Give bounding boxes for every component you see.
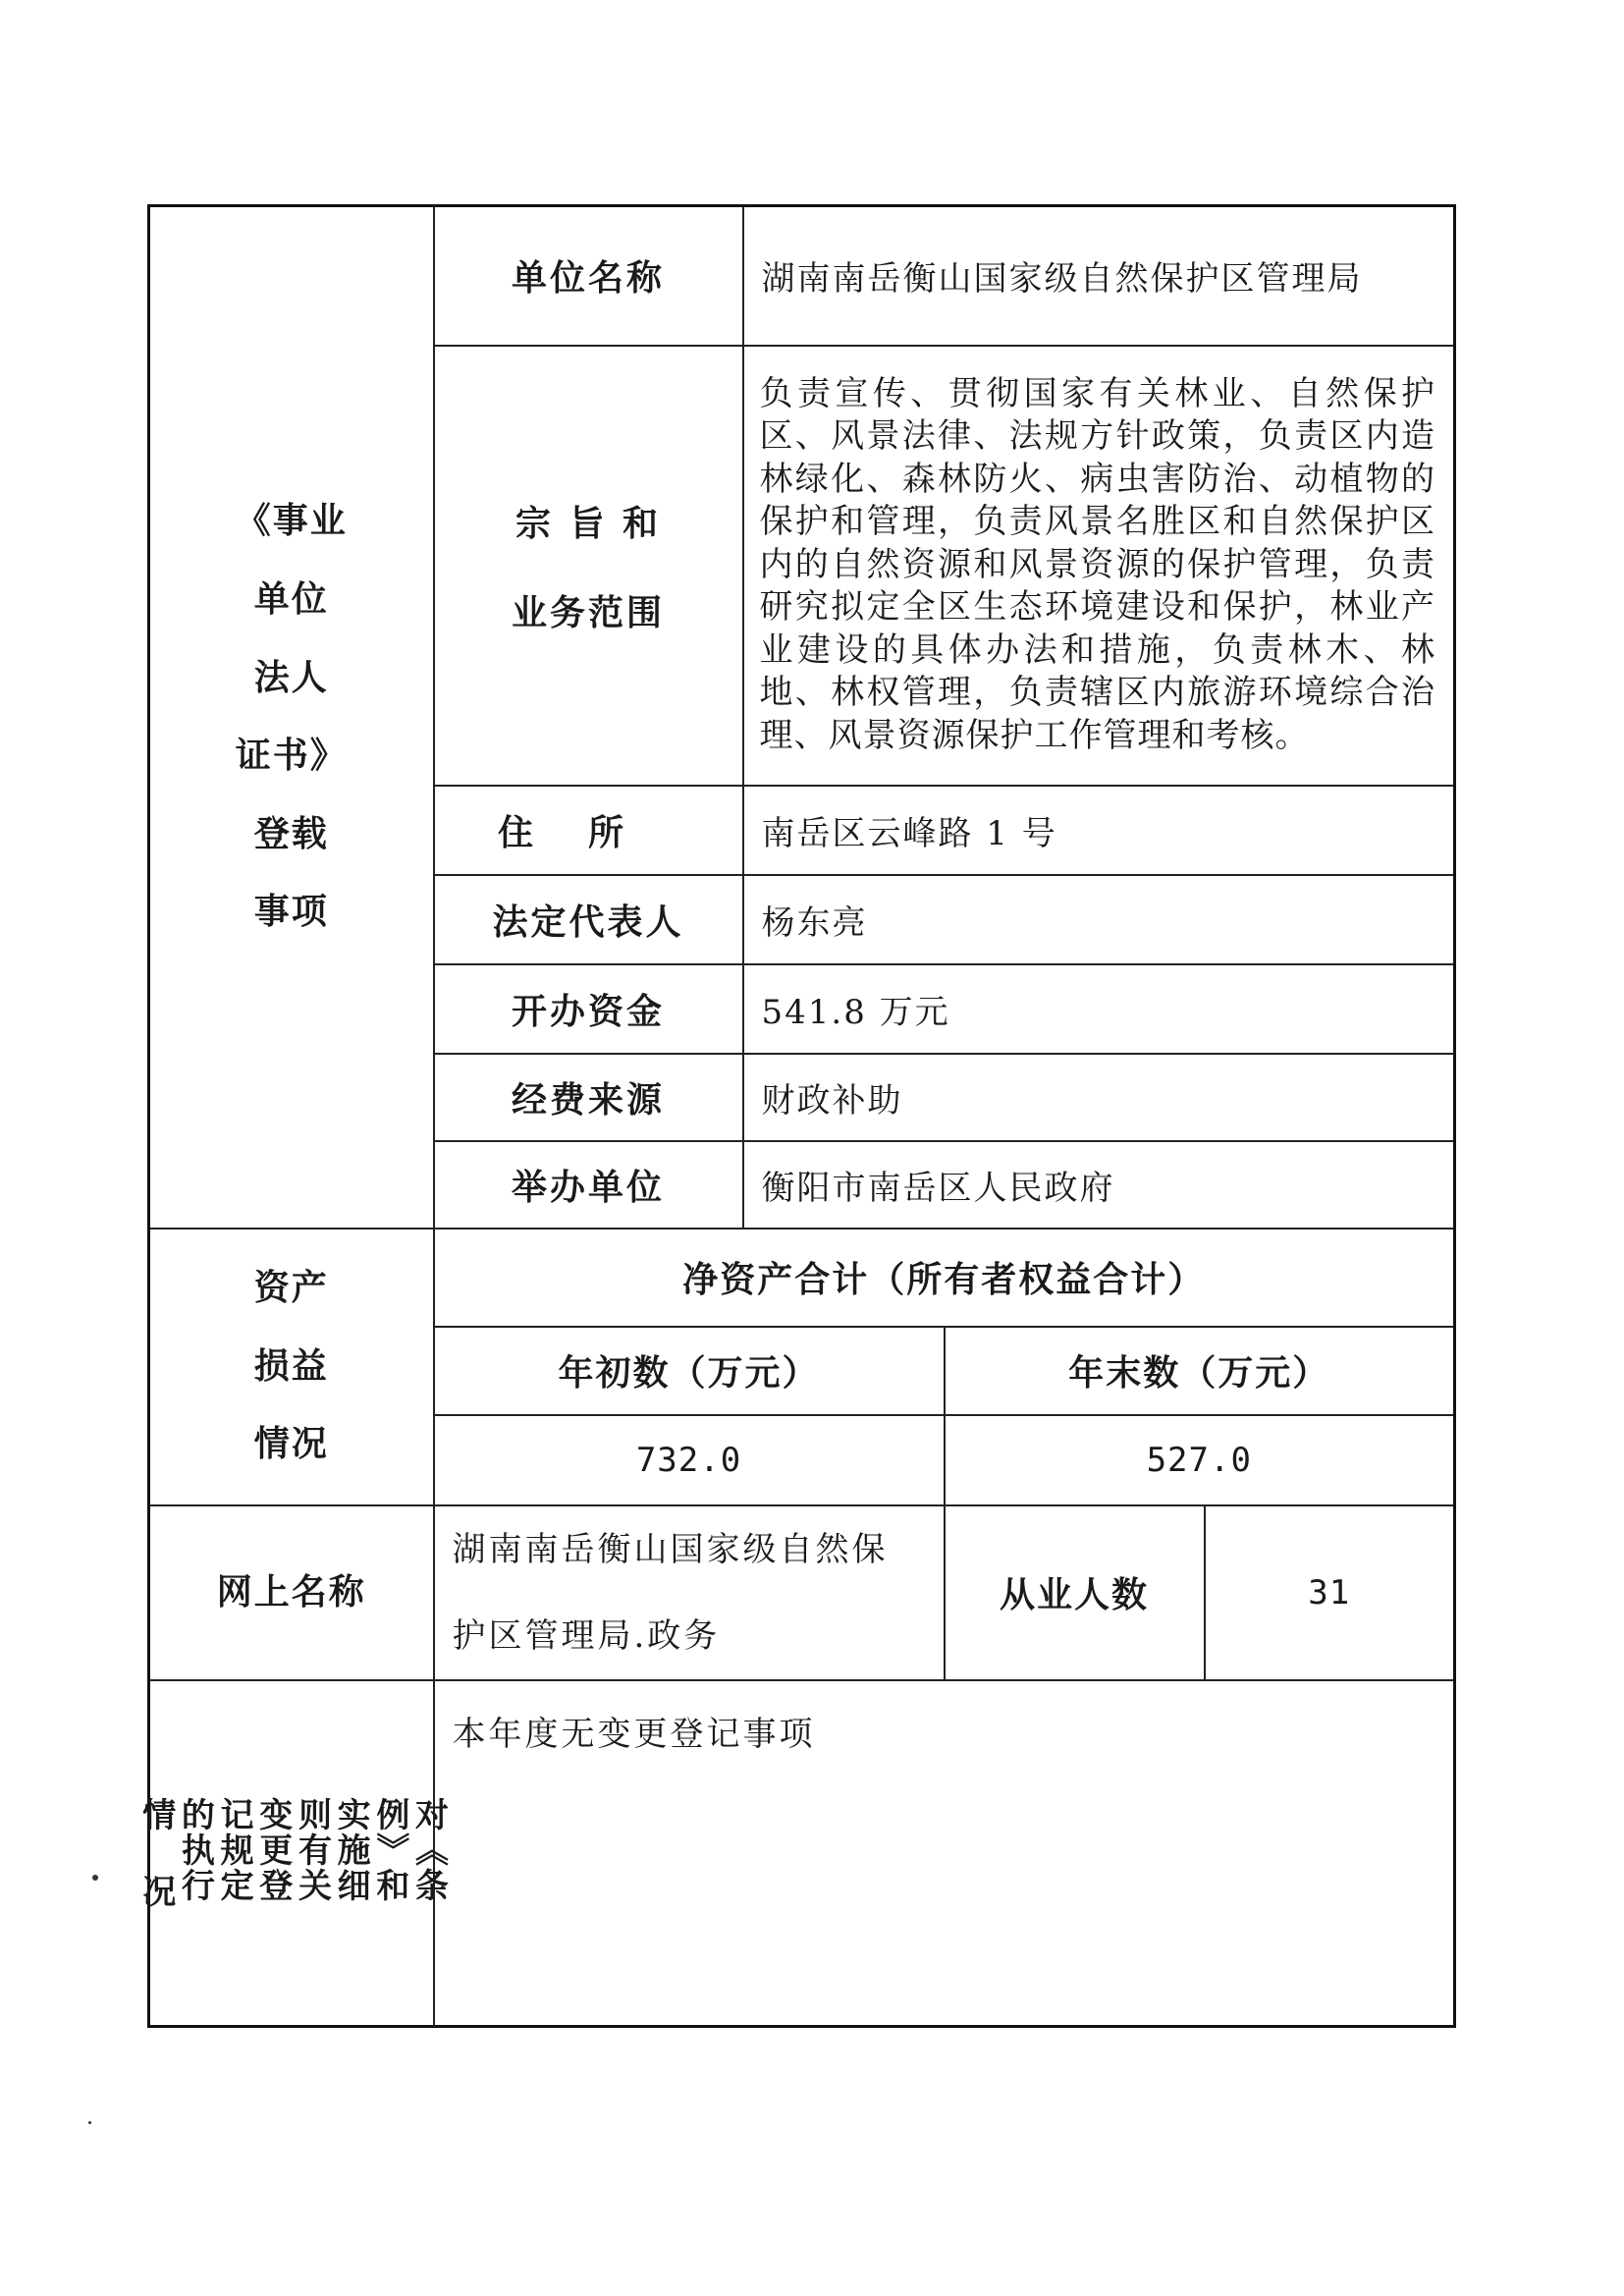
legal-rep-label: 法定代表人 xyxy=(434,875,743,964)
address-value: 南岳区云峰路 1 号 xyxy=(743,786,1455,875)
purpose-value: 负责宣传、贯彻国家有关林业、自然保护区、风景法律、法规方针政策，负责区内造林绿化、森林防火、病虫害防治、动植物的保护和管理，负责风景名胜区和自然保护区内的自然资源和风景资源的保护管理，负责研究拟定全区生态环境建设和保护，林业产业建设的具体办法和措施，负责林木、林地、林权管理，负责辖区内旅游环境综合治理、风景资源保护工作管理和考核。 xyxy=(743,346,1455,786)
legal-rep-value: 杨东亮 xyxy=(743,875,1455,964)
capital-label: 开办资金 xyxy=(434,964,743,1054)
address-label: 住所 xyxy=(434,786,743,875)
end-year-value: 527.0 xyxy=(945,1415,1455,1505)
scan-speck xyxy=(92,1875,98,1881)
section-certificate-label: 《事业 单位 法人 证书》 登载 事项 xyxy=(149,206,434,1229)
sponsor-label: 举办单位 xyxy=(434,1141,743,1229)
row-compliance xyxy=(149,1680,1455,2027)
registration-table xyxy=(135,204,1456,2028)
end-year-label: 年末数（万元） xyxy=(945,1327,1455,1415)
row-unit-name xyxy=(149,206,1455,346)
section-assets-label: 资产 损益 情况 xyxy=(149,1229,434,1505)
compliance-value: 本年度无变更登记事项 xyxy=(434,1680,1455,2027)
purpose-label: 宗 旨 和 业务范围 xyxy=(434,346,743,786)
begin-year-label: 年初数（万元） xyxy=(434,1327,945,1415)
unit-name-label: 单位名称 xyxy=(434,206,743,346)
scan-speck xyxy=(88,2121,91,2124)
employees-label: 从业人数 xyxy=(945,1505,1205,1680)
net-assets-header: 净资产合计（所有者权益合计） xyxy=(434,1229,1455,1327)
row-online-name xyxy=(149,1505,1455,1680)
unit-name-value: 湖南南岳衡山国家级自然保护区管理局 xyxy=(743,206,1455,346)
capital-value: 541.8 万元 xyxy=(743,964,1455,1054)
funding-label: 经费来源 xyxy=(434,1054,743,1141)
employees-value: 31 xyxy=(1205,1505,1455,1680)
row-assets-header xyxy=(149,1229,1455,1327)
begin-year-value: 732.0 xyxy=(434,1415,945,1505)
funding-value: 财政补助 xyxy=(743,1054,1455,1141)
online-name-label: 网上名称 xyxy=(149,1505,434,1680)
sponsor-value: 衡阳市南岳区人民政府 xyxy=(743,1141,1455,1229)
online-name-value: 湖南南岳衡山国家级自然保 护区管理局.政务 xyxy=(434,1505,945,1680)
section-compliance-label: 对《条 例》和 实施细 则有关 变更登 记规定 的执行 情 况 xyxy=(149,1680,434,2027)
